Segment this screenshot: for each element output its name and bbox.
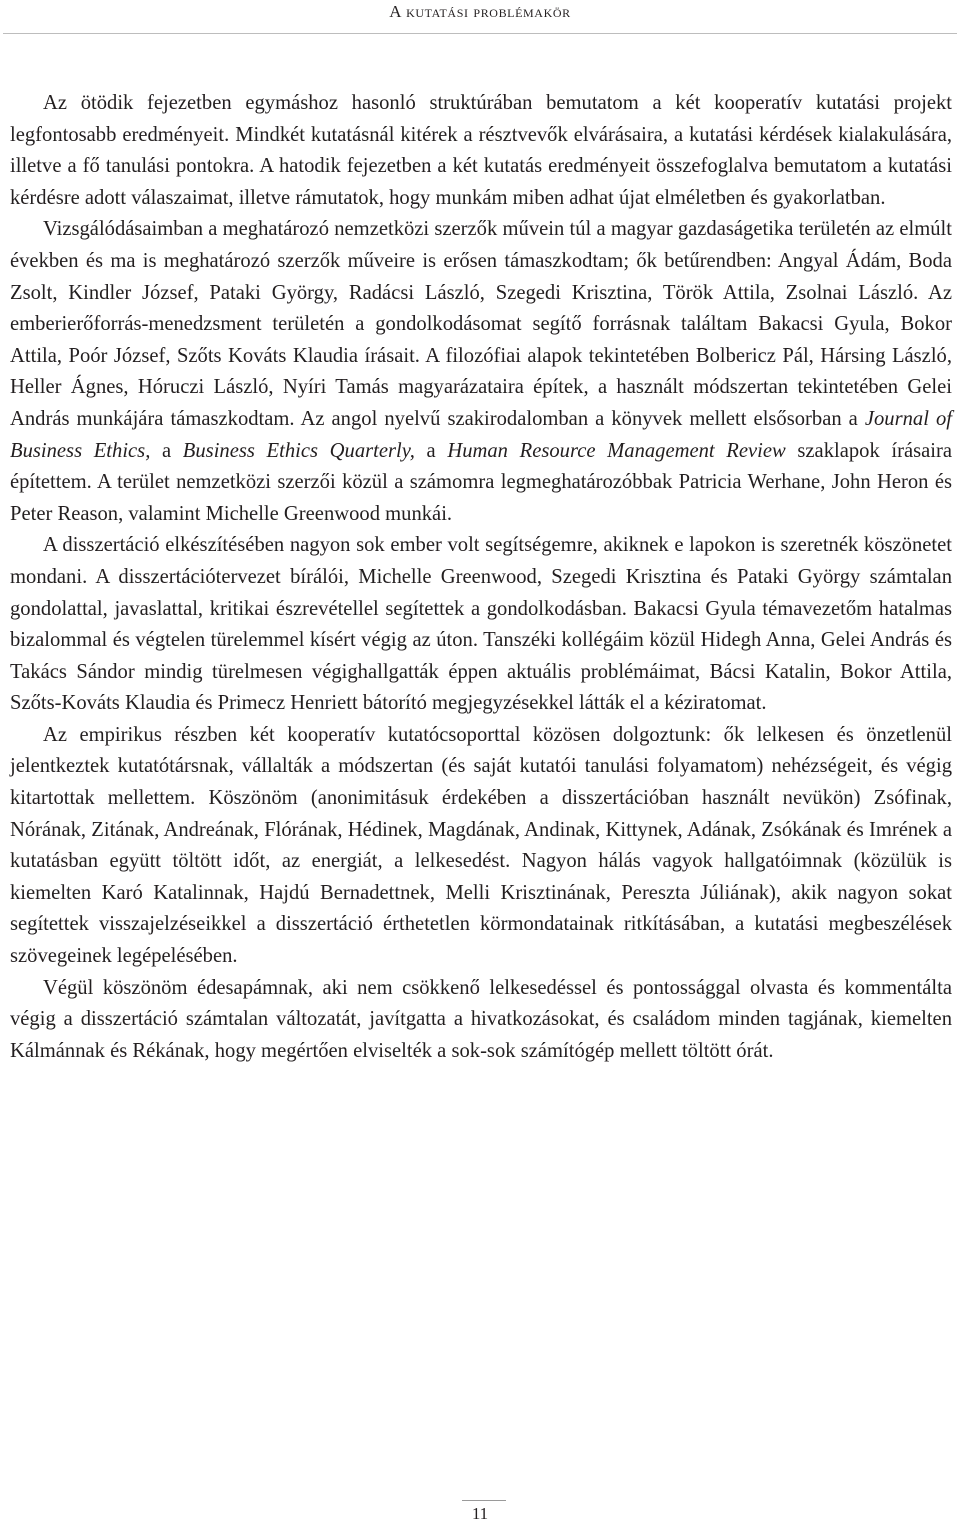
body-paragraph [10, 720, 952, 973]
paragraph-text: a [414, 439, 448, 462]
paragraph-text: A disszertáció elkészítésében nagyon sok ember volt segítségemre, akiknek e lapokon is szeretnék köszönetet mondani. A disszertációtervezet bírálói, Michelle Greenwood, Szegedi Krisztina és Pataki György számtalan gondolattal, javaslattal, kritikai észrevétellel segítettek a gondolkodásban. Bakacsi Gyula témavezetőm hatalmas bizalommal és végtelen türelemmel kísért végig az úton. Tanszéki kollégáim közül Hidegh Anna, Gelei András és Takács Sándor mindig türelmesen végighallgatták éppen aktuális problémáimat, Bácsi Katalin, Bokor Attila, Szőts-Kováts Klaudia és Primecz Henriett bátorító megjegyzésekkel látták el a kéziratomat. [10, 534, 952, 715]
page-number-divider [462, 1500, 506, 1501]
paragraph-text: Vizsgálódásaimban a meghatározó nemzetközi szerzők művein túl a magyar gazdaságetika területén az elmúlt években és ma is meghatározó szerzők műveire is erősen támaszkodtam; ők betűrendben: Angyal Ádám, Boda Zsolt, Kindler József, Pataki György, Radácsi László, Szegedi Krisztina, Török Attila, Zsolnai László. Az emberierőforrás-menedzsment területén a gondolkodásomat segítő forrásnak találtam Bakacsi Gyula, Bokor Attila, Poór József, Szőts Kováts Klaudia írásait. A filozófiai alapok tekintetében Bolbericz Pál, Hársing László, Heller Ágnes, Hóruczi László, Nyíri Tamás magyarázataira építek, a használt módszertan tekintetében Gelei András munkájára támaszkodtam. Az angol nyelvű szakirodalomban a könyvek mellett elsősorban a [10, 218, 952, 430]
body-paragraph [10, 530, 952, 720]
running-head: A kutatási problémakör [389, 2, 571, 21]
italic-title-text: Business Ethics Quarterly, [182, 439, 415, 462]
header-divider [3, 33, 957, 34]
paragraph-text: a [150, 439, 183, 462]
page-number: 11 [471, 1504, 489, 1523]
paragraph-text: szaklapok írásaira építettem. A terület nemzetközi szerzői közül a számomra legmeghatározóbbak Patricia Werhane, John Heron és Peter Reason, valamint Michelle Greenwood munkái. [10, 439, 952, 525]
italic-title-text: Journal of Business Ethics, [10, 407, 953, 462]
body-text [10, 88, 952, 1067]
paragraph-text: Végül köszönöm édesapámnak, aki nem csökkenő lelkesedéssel és pontossággal olvasta és kommentálta végig a disszertáció számtalan változatát, javítgatta a hivatkozásokat, és családom minden tagjának, kiemelten Kálmánnak és Rékának, hogy megértően elviselték a sok-sok számítógép mellett töltött órát. [10, 976, 952, 1062]
italic-title-text: Human Resource Management Review [447, 439, 786, 462]
paragraph-text: Az empirikus részben két kooperatív kutatócsoporttal közösen dolgoztunk: ők lelkesen és önzetlenül jelentkeztek kutatótársnak, vállalták a módszertan (és saját kutatói tanulási folyamatom) nehézségeit, és végig kitartottak mellettem. Köszönöm (anonimitásuk érdekében a disszertációban használt nevükön) Zsófinak, Nórának, Zitának, Andreának, Flórának, Hédinek, Magdának, Andinak, Kittynek, Adának, Zsókának és Imrének a kutatásban együtt töltött időt, az energiát, a lelkesedést. Nagyon hálás vagyok hallgatóimnak (közülük is kiemelten Karó Katalinnak, Hajdú Bernadettnek, Melli Krisztinának, Pereszta Júliának), akik nagyon sokat segítettek visszajelzéseikkel a disszertáció érthetetlen körmondatainak ritkításában, a kutatási megbeszélések szövegeinek legépelésében. [10, 723, 952, 968]
body-paragraph [10, 88, 952, 214]
paragraph-text: Az ötödik fejezetben egymáshoz hasonló struktúrában bemutatom a két kooperatív kutatási projekt legfontosabb eredményeit. Mindkét kutatásnál kitérek a résztvevők elvárásaira, a kutatási kérdések kialakulására, illetve a fő tanulási pontokra. A hatodik fejezetben a két kutatás eredményeit összefoglalva bemutatom a kutatási kérdésre adott válaszaimat, illetve rámutatok, hogy munkám miben adhat újat elméletben és gyakorlatban. [10, 92, 952, 209]
body-paragraph [10, 973, 952, 1068]
body-paragraph [10, 214, 952, 530]
